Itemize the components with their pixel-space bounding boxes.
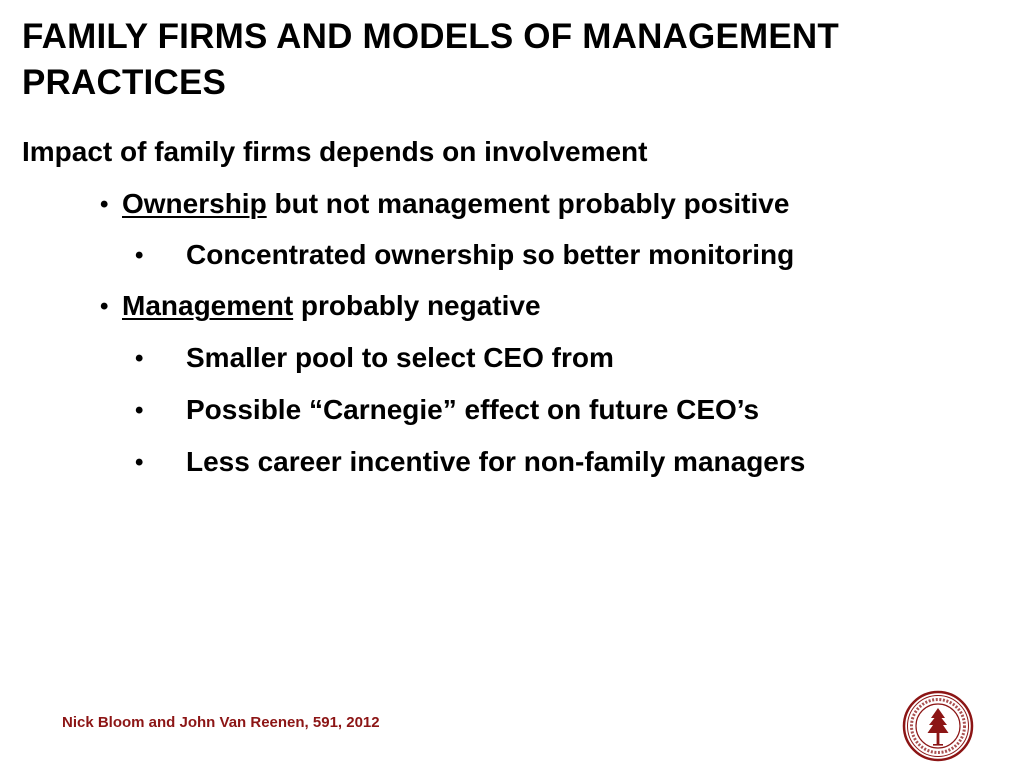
management-rest: probably negative [293,290,541,321]
bullet-management [122,288,541,324]
sub-bullet-marker: • [135,397,144,424]
sub-bullet-monitoring: Concentrated ownership so better monitoring [186,239,795,270]
sub-bullet-ceo-pool: Smaller pool to select CEO from [186,342,614,373]
footer-citation: Nick Bloom and John Van Reenen, 591, 2012 [62,714,380,731]
university-seal-icon [902,690,974,762]
bullet-marker: • [100,191,109,218]
sub-bullet-marker: • [135,449,144,476]
lead-statement: Impact of family firms depends on involvement [22,136,648,167]
bullet-ownership [122,186,789,222]
management-emphasis: Management [122,290,294,321]
sub-bullet-carnegie: Possible “Carnegie” effect on future CEO’s [186,394,760,425]
bullet-marker: • [100,293,109,320]
sub-bullet-career-incentive: Less career incentive for non-family managers [186,446,806,477]
sub-bullet-marker: • [135,345,144,372]
ownership-emphasis: Ownership [122,188,267,219]
slide-title: FAMILY FIRMS AND MODELS OF MANAGEMENT PRACTICES [22,17,839,102]
sub-bullet-marker: • [135,242,144,269]
ownership-rest: but not management probably positive [266,188,790,219]
